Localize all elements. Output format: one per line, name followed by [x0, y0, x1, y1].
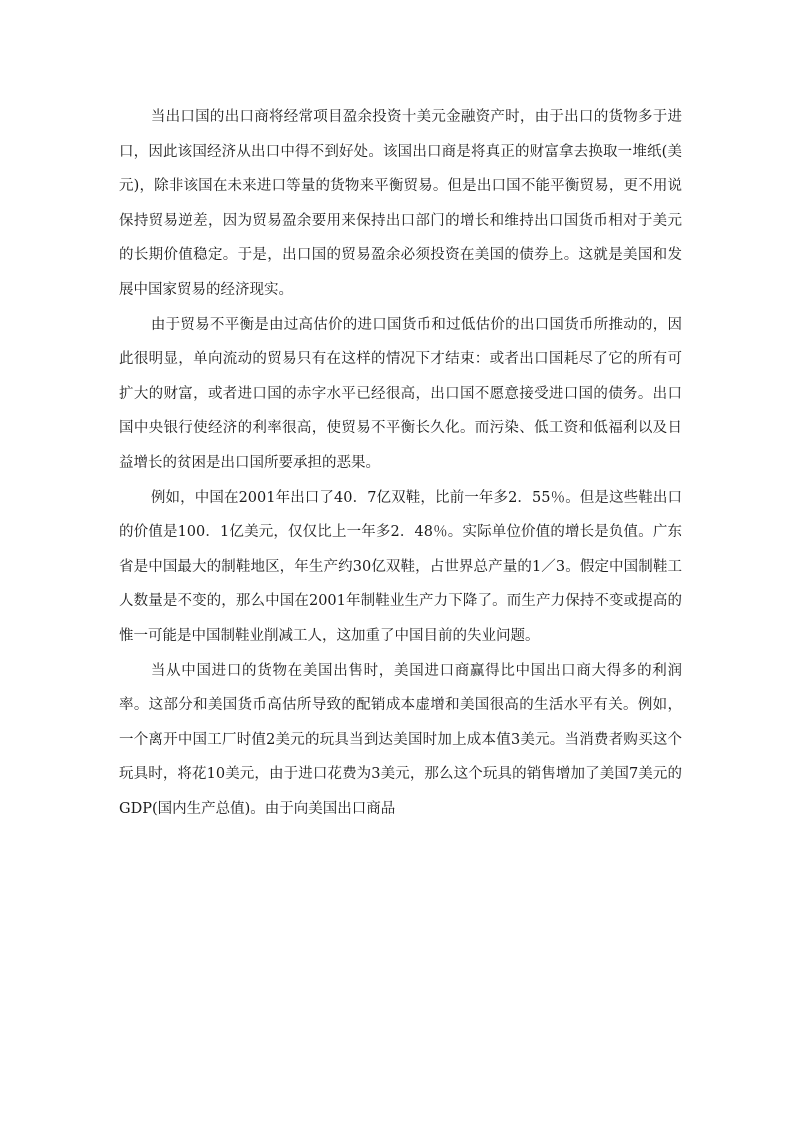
paragraph-3: 例如，中国在2001年出口了40．7亿双鞋，比前一年多2．55％。但是这些鞋出口的价值是100．1亿美元，仅仅比上一年多2．48％。实际单位价值的增长是负值。广东省是中国最大的制鞋地区，年生产约30亿双鞋，占世界总产量的1／3。假定中国制鞋工人数量是不变的，那么中国在2001年制鞋业生产力下降了。而生产力保持不变或提高的惟一可能是中国制鞋业削减工人，这加重了中国目前的失业问题。 — [119, 489, 682, 644]
paragraph-2: 由于贸易不平衡是由过高估价的进口国货币和过低估价的出口国货币所推动的，因此很明显，单向流动的贸易只有在这样的情况下才结束：或者出口国耗尽了它的所有可扩大的财富，或者进口国的赤字水平已经很高，出口国不愿意接受进口国的债务。出口国中央银行使经济的利率很高，使贸易不平衡长久化。而污染、低工资和低福利以及日益增长的贫困是出口国所要承担的恶果。 — [119, 316, 682, 471]
paragraph-1: 当出口国的出口商将经常项目盈余投资十美元金融资产时，由于出口的货物多于进口，因此该国经济从出口中得不到好处。该国出口商是将真正的财富拿去换取一堆纸(美元)，除非该国在未来进口等量的货物来平衡贸易。但是出口国不能平衡贸易，更不用说保持贸易逆差，因为贸易盈余要用来保持出口部门的增长和维持出口国货币相对于美元的长期价值稳定。于是，出口国的贸易盈余必须投资在美国的债券上。这就是美国和发展中国家贸易的经济现实。 — [119, 109, 682, 298]
document-body — [119, 100, 682, 826]
paragraph-4: 当从中国进口的货物在美国出售时，美国进口商赢得比中国出口商大得多的利润率。这部分和美国货币高估所导致的配销成本虚增和美国很高的生活水平有关。例如，一个离开中国工厂时值2美元的玩具当到达美国时加上成本值3美元。当消费者购买这个玩具时，将花10美元，由于进口花费为3美元，那么这个玩具的销售增加了美国7美元的GDP(国内生产总值)。由于向美国出口商品 — [119, 662, 682, 817]
